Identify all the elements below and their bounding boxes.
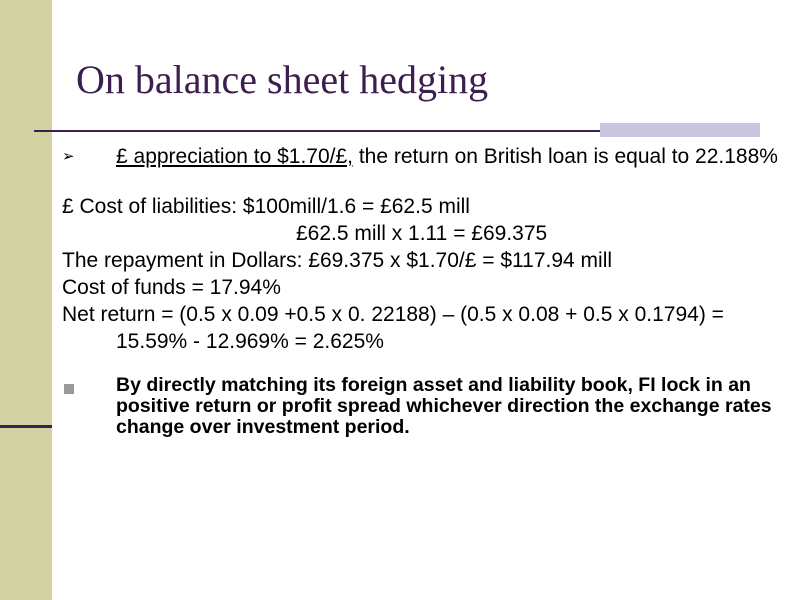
spacer (62, 170, 782, 193)
left-band-accent-line (0, 425, 52, 428)
arrowhead-bullet-icon: ➢ (62, 148, 75, 165)
bullet-matching-text: By directly matching its foreign asset and liability book, FI lock in an positive return or profit spread whichever direction the exchange rates change over investment period. (116, 374, 772, 438)
title-accent-block (600, 123, 760, 137)
slide-title: On balance sheet hedging (76, 57, 489, 102)
cost-of-liabilities-calc-line: £62.5 mill x 1.11 = £69.375 (296, 222, 548, 245)
left-decorative-band (0, 0, 52, 600)
net-return-line: Net return = (0.5 x 0.09 +0.5 x 0. 22188) – (0.5 x 0.08 + 0.5 x 0.1794) = 15.59% - 12.969% = 2.625% (62, 303, 724, 353)
bullet-matching (62, 375, 782, 438)
square-bullet-icon (64, 384, 74, 394)
slide-body (62, 143, 782, 438)
bullet-appreciation (62, 143, 782, 170)
cost-of-funds-line: Cost of funds = 17.94% (62, 276, 281, 299)
cost-of-liabilities-line: £ Cost of liabilities: $100mill/1.6 = £62.5 mill (62, 195, 470, 218)
bullet-appreciation-text: the return on British loan is equal to 22.188% (353, 145, 778, 168)
bullet-appreciation-underlined: £ appreciation to $1.70/£, (116, 145, 354, 168)
repayment-line: The repayment in Dollars: £69.375 x $1.70/£ = $117.94 mill (62, 249, 613, 272)
